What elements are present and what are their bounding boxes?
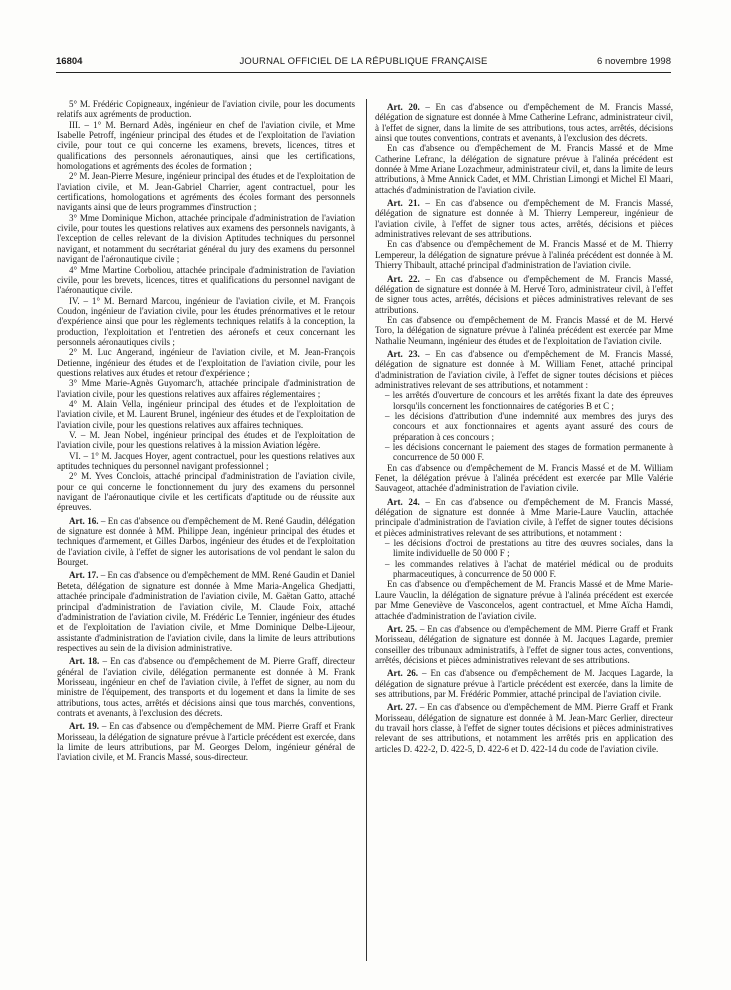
paragraph: 3° Mme Dominique Michon, attachée principale d'administration de l'aviation civile, pour toutes les questions relatives aux examens des personnels navigants, à l'exception de celles relevant de la division Aptitudes techniques du personnel navigant, et notamment du secrétariat général du jury des examens du personnel navigant de l'aéronautique civile ; — [57, 212, 355, 265]
article-label: Art. 22. — [387, 273, 420, 284]
list-item: – les décisions concernant le paiement des stages de formation permanente à concurrence de 50 000 F. — [385, 442, 673, 463]
publication-date: 6 novembre 1998 — [597, 56, 671, 67]
article-label: Art. 20. — [387, 102, 420, 112]
article-text: – En cas d'absence ou d'empêchement de MM. René Gaudin et Daniel Beteta, délégation de signature est donnée à Mme Maria-Angelica Ghedjatti, attachée principale d'administration de l'aviation civile, M. Gaëtan Gatto, attaché principal d'administration de l'aviation civile, M. Claude Foix, attaché d'administration de l'aviation civile, M. Frédéric Le Tennier, ingénieur des études et de l'exploitation de l'aviation civile, et Mme Dominique Delbe-Lijeour, assistante d'administration de l'aviation civile, dans la limite de leurs attributions respectives au sein de la division administrative. — [57, 570, 355, 653]
article-paragraph — [375, 274, 673, 315]
article-text: – En cas d'absence ou d'empêchement de M. Jacques Lagarde, la délégation de signature prévue à l'article précédent est exercée, dans la limite de ses attributions, par M. Frédéric Pommier, attaché principal de l'aviation civile. — [375, 668, 673, 699]
article-label: Art. 19. — [69, 721, 99, 732]
paragraph: 2° M. Yves Conclois, attaché principal d'administration de l'aviation civile, pour ce qui concerne le fonctionnement du jury des examens du personnel navigant de l'aéronautique civile et les certificats d'aptitude ou de réussite aux épreuves. — [57, 471, 355, 513]
right-column — [375, 99, 673, 754]
header-rule — [56, 72, 671, 73]
article-text: – En cas d'absence ou d'empêchement de M. René Gaudin, délégation de signature est donnée à MM. Philippe Jean, ingénieur principal des études et techniques d'armement, et Gilles Darbos, ingénieur des études et de l'exploitation de l'aviation civile, à l'effet de signer les autorisations de vol pendant le salon du Bourget. — [57, 515, 355, 568]
article-text: – En cas d'absence ou d'empêchement de M. Francis Massé, délégation de signature est donnée à Mme Catherine Lefranc, administrateur civil, à l'effet de signer, dans la limite de ses attributions, tous actes, arrêtés, décisions ainsi que toutes conventions, contrats et avenants, à l'exclusion des décrets. — [375, 102, 673, 144]
article-text: – En cas d'absence ou d'empêchement de MM. Pierre Graff et Frank Morisseau, la délégation de signature prévue à l'article précédent est exercée, dans la limite de leurs attributions, par M. Georges Delom, ingénieur général de l'aviation civile, et M. Francis Massé, sous-directeur. — [57, 721, 355, 763]
article-label: Art. 23. — [387, 348, 420, 359]
left-column — [57, 99, 355, 763]
paragraph: 2° M. Luc Angerand, ingénieur de l'aviation civile, et M. Jean-François Detienne, ingénieur des études et de l'exploitation de l'aviation civile, pour les questions relatives aux études et retour d'expérience ; — [57, 347, 355, 378]
article-text: – En cas d'absence ou d'empêchement de MM. Pierre Graff et Frank Morisseau, délégation de signature est donnée à M. Jean-Marc Gerlier, directeur du travail hors classe, à l'effet de signer toutes décisions et pièces administratives relevant de ses attributions, et notamment les arrêtés pris en application des articles D. 422-2, D. 422-5, D. 422-6 et D. 422-14 du code de l'aviation civile. — [375, 702, 673, 754]
list-item: – les arrêtés d'ouverture de concours et les arrêtés fixant la date des épreuves lorsqu'ils concernent les fonctionnaires de catégories B et C ; — [385, 390, 673, 411]
article-paragraph — [375, 349, 673, 390]
paragraph: IV. – 1° M. Bernard Marcou, ingénieur de l'aviation civile, et M. François Coudon, ingénieur de l'aviation civile, pour les études prénormatives et le retour d'expérience ainsi que pour les règlements techniques relatifs à la conception, la production, l'exploitation et l'entretien des aéronefs et ceux concernant les personnels aéronautiques civils ; — [57, 295, 355, 347]
list-item: – les décisions d'octroi de prestations au titre des œuvres sociales, dans la limite individuelle de 50 000 F ; — [385, 538, 673, 559]
article-text: – En cas d'absence ou d'empêchement de M. Francis Massé, délégation de signature est donnée à M. Hervé Toro, administrateur civil, à l'effet de signer tous actes, arrêtés, décisions et pièces administratives relevant de ses attributions. — [375, 273, 673, 315]
list-item: – les décisions d'attribution d'une indemnité aux membres des jurys des concours et aux fonctionnaires et agents ayant assuré des cours de préparation à ces concours ; — [385, 410, 673, 442]
paragraph: En cas d'absence ou d'empêchement de M. Francis Massé et de Mme Marie-Laure Vauclin, la délégation de signature prévue à l'alinéa précédent est exercée par Mme Geneviève de Vasconcelos, agent contractuel, et Mme Aïcha Hamdi, attachée d'administration de l'aviation civile. — [375, 579, 673, 621]
article-paragraph — [375, 702, 673, 754]
article-paragraph — [375, 668, 673, 699]
paragraph: VI. – 1° M. Jacques Hoyer, agent contractuel, pour les questions relatives aux aptitudes techniques du personnel navigant professionnel ; — [57, 450, 355, 472]
paragraph: En cas d'absence ou d'empêchement de M. Francis Massé et de M. William Fenet, la délégation prévue à l'alinéa précédent est exercée par Mlle Valérie Sauvageot, attachée d'administration de l'aviation civile. — [375, 462, 673, 494]
article-label: Art. 17. — [69, 570, 99, 581]
article-label: Art. 21. — [387, 198, 420, 209]
article-paragraph — [375, 624, 673, 665]
article-label: Art. 18. — [69, 656, 100, 667]
article-paragraph — [375, 497, 673, 538]
paragraph: En cas d'absence ou d'empêchement de M. Francis Massé et de Mme Catherine Lefranc, la délégation de signature prévue à l'alinéa précédent est donnée à Mme Ariane Lozachmeur, administrateur civil, et, dans la limite de leurs attributions, à Mme Annick Cadet, et MM. Christian Limongi et Michel El Maari, attachés d'administration de l'aviation civile. — [375, 143, 673, 195]
article-label: Art. 24. — [387, 496, 420, 507]
article-paragraph — [375, 198, 673, 239]
article-label: Art. 26. — [387, 668, 419, 679]
article-label: Art. 27. — [387, 702, 417, 713]
paragraph: V. – M. Jean Nobel, ingénieur principal des études et de l'exploitation de l'aviation civile, pour les questions relatives à la mission Aviation légère. — [57, 430, 355, 451]
article-paragraph — [57, 721, 355, 762]
journal-title: JOURNAL OFFICIEL DE LA RÉPUBLIQUE FRANÇAISE — [239, 56, 488, 67]
column-divider — [366, 99, 367, 961]
article-paragraph — [57, 656, 355, 718]
article-text: – En cas d'absence ou d'empêchement de M. Francis Massé, délégation de signature est donnée à M. Thierry Lempereur, ingénieur de l'aviation civile, à l'effet de signer tous actes, arrêtés, décisions et pièces administratives relevant de ses attributions. — [375, 198, 673, 240]
article-paragraph — [375, 102, 673, 143]
paragraph: En cas d'absence ou d'empêchement de M. Francis Massé et de M. Hervé Toro, la délégation de signature prévue à l'alinéa précédent est exercée par Mme Nathalie Neumann, ingénieur des études et de l'exploitation de l'aviation civile. — [375, 314, 673, 346]
article-label: Art. 25. — [387, 623, 417, 634]
paragraph: 2° M. Jean-Pierre Mesure, ingénieur principal des études et de l'exploitation de l'aviation civile, et M. Jean-Gabriel Charrier, agent contractuel, pour les certifications, homologations et agréments des écoles formant des personnels navigants ainsi que de leurs programmes d'instruction ; — [57, 171, 355, 213]
article-paragraph — [57, 570, 355, 653]
article-text: – En cas d'absence ou d'empêchement de M. Pierre Graff, directeur général de l'aviation civile, délégation permanente est donnée à M. Frank Morisseau, ingénieur en chef de l'aviation civile, à l'effet de signer, au nom du ministre de l'équipement, des transports et du logement et dans la limite de ses attributions, tous actes, arrêtés et décisions ainsi que tous marchés, conventions, contrats et avenants, à l'exclusion des décrets. — [57, 656, 355, 718]
list-item: – les commandes relatives à l'achat de matériel médical ou de produits pharmaceutiques, à concurrence de 50 000 F. — [385, 558, 673, 580]
paragraph: En cas d'absence ou d'empêchement de M. Francis Massé et de M. Thierry Lempereur, la délégation de signature prévue à l'alinéa précédent est donnée à M. Thierry Thibault, attaché principal d'administration de l'aviation civile. — [375, 239, 673, 271]
article-paragraph — [57, 516, 355, 568]
article-text: – En cas d'absence ou d'empêchement de MM. Pierre Graff et Frank Morisseau, délégation de signature est donnée à M. Jacques Lagarde, premier conseiller des tribunaux administratifs, à l'effet de signer tous actes, conventions, arrêtés, décisions et pièces administratives relevant de ses attributions. — [375, 623, 673, 665]
article-text: – En cas d'absence ou d'empêchement de M. Francis Massé, délégation de signature est donnée à M. William Fenet, attaché principal d'administration de l'aviation civile, à l'effet de signer toutes décisions et pièces administratives relevant de ses attributions, et notamment : — [375, 348, 673, 390]
article-text: – En cas d'absence ou d'empêchement de M. Francis Massé, délégation de signature est donnée à Mme Marie-Laure Vauclin, attachée principale d'administration de l'aviation civile, à l'effet de signer toutes décisions et pièces administratives relevant de ses attributions, et notamment : — [375, 496, 673, 538]
paragraph: 4° Mme Martine Corboliou, attachée principale d'administration de l'aviation civile, pour les brevets, licences, titres et qualifications du personnel navigant de l'aéronautique civile. — [57, 264, 355, 296]
paragraph: 4° M. Alain Vella, ingénieur principal des études et de l'exploitation de l'aviation civile, et M. Laurent Brunel, ingénieur des études et de l'exploitation de l'aviation civile, pour les questions relatives aux affaires techniques. — [57, 398, 355, 430]
paragraph: 5° M. Frédéric Copigneaux, ingénieur de l'aviation civile, pour les documents relatifs aux agréments de production. — [57, 99, 355, 120]
paragraph: III. – 1° M. Bernard Adès, ingénieur en chef de l'aviation civile, et Mme Isabelle Petroff, ingénieur principal des études et de l'exploitation de l'aviation civile, pour tout ce qui concerne les examens, brevets, licences, titres et qualifications des personnels aéronautiques, ainsi que les certifications, homologations et agréments des écoles de formation ; — [57, 119, 355, 172]
page-number: 16804 — [56, 56, 83, 67]
paragraph: 3° Mme Marie-Agnès Guyomarc'h, attachée principale d'administration de l'aviation civile, pour les questions relatives aux affaires réglementaires ; — [57, 378, 355, 399]
article-label: Art. 16. — [69, 515, 99, 526]
